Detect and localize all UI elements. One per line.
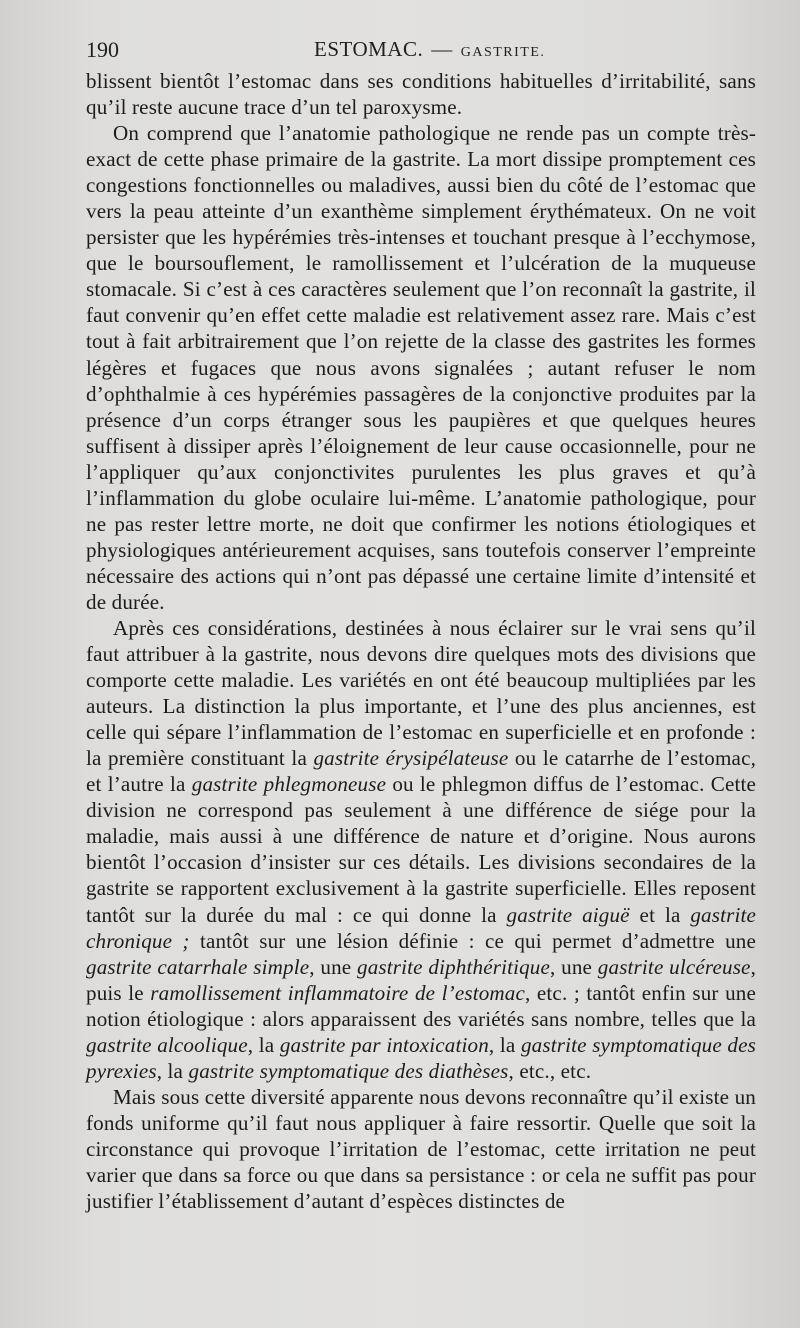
text-run: et la: [629, 902, 691, 927]
text-run: , la: [488, 1032, 521, 1057]
italic-term: gastrite ulcéreuse: [597, 954, 751, 979]
paragraph: [86, 1084, 756, 1214]
text-run: ou le phlegmon diffus de l’estomac. Cette division ne correspond pas seulement à une différence de siége pour la maladie, mais aussi à une différence de nature et d’origine. Nous aurons bientôt l’occasion d’insister sur ces détails. Les divisions secondaires de la gastrite se rapportent exclusivement à la gastrite superficielle. Elles reposent tantôt sur la durée du mal : ce qui donne la: [86, 772, 756, 927]
text-run: On comprend que l’anatomie pathologique ne rende pas un compte très-exact de cette phase primaire de la gastrite. La mort dissipe promptement ces congestions fonctionnelles ou maladives, aussi bien du côté de l’estomac que vers la peau atteinte d’un exanthème simplement érythémateux. On ne voit persister que les hypérémies très-intenses et touchant presque à l’ecchymose, que le boursouflement, le ramollissement et l’ulcération de la muqueuse stomacale. Si c’est à ces caractères seulement que l’on reconnaît la gastrite, il faut convenir qu’en effet cette maladie est relativement assez rare. Mais c’est tout à fait arbitrairement que l’on rejette de la classe des gastrites les formes légères et fugaces que nous avons signalées ; autant refuser le nom d’ophthalmie à ces hypérémies passagères de la conjonctive produites par la présence d’un corps étranger sous les paupières et que quelques heures suffisent à dissiper après l’éloignement de leur cause occasionnelle, pour ne l’appliquer qu’aux conjonctivites purulentes les plus graves et qu’à l’inflammation du globe oculaire lui-même. L’anatomie pathologique, pour ne pas rester lettre morte, ne doit que confirmer les notions étiologiques et physiologiques antérieurement acquises, sans toutefois conserver l’empreinte nécessaire des actions qui n’ont pas dépassé une certaine limite d’intensité et de durée.: [86, 121, 756, 614]
italic-term: gastrite aiguë: [506, 902, 630, 927]
text-run: ou le catarrhe de l’estomac, et l’autre la: [86, 746, 757, 797]
italic-term: gastrite symptomatique des pyrexies: [86, 1032, 756, 1083]
paragraph: [86, 120, 756, 615]
text-run: , la: [247, 1032, 280, 1057]
text-run: , puis le: [86, 954, 756, 1005]
text-run: , la: [156, 1058, 189, 1083]
text-run: Mais sous cette diversité apparente nous devons reconnaître qu’il existe un fonds uniforme qu’il faut nous appliquer à faire ressortir. Quelle que soit la circonstance qui provoque l’irritation de l’estomac, cette irritation ne peut varier que dans sa force ou que dans sa persistance : or cela ne suffit pas pour justifier l’établissement d’autant d’espèces distinctes de: [86, 1084, 756, 1214]
body-text: [86, 68, 756, 1214]
text-run: , une: [550, 954, 598, 979]
page-number: 190: [86, 37, 119, 62]
paragraph: [86, 68, 756, 120]
italic-term: gastrite symptomatique des diathèses: [188, 1058, 509, 1083]
italic-term: gastrite érysipélateuse: [313, 746, 509, 771]
italic-term: ramollissement inflammatoire de l’estomac: [150, 980, 525, 1005]
italic-term: gastrite alcoolique: [86, 1032, 248, 1057]
italic-term: gastrite diphthéritique: [357, 954, 551, 979]
text-run: Après ces considérations, destinées à nous éclairer sur le vrai sens qu’il faut attribuer à la gastrite, nous devons dire quelques mots des divisions que comporte cette maladie. Les variétés en ont été beaucoup multipliées par les auteurs. La distinction la plus importante, et l’une des plus anciennes, est celle qui sépare l’inflammation de l’estomac en superficielle et en profonde : la première constituant la: [86, 615, 756, 771]
chapter-title: ESTOMAC.: [314, 37, 424, 61]
text-run: , etc. ; tantôt enfin sur une notion étiologique : alors apparaissent des variétés sans nombre, telles que la: [86, 980, 756, 1031]
text-run: , une: [309, 954, 358, 979]
italic-term: gastrite phlegmoneuse: [191, 772, 387, 797]
italic-term: gastrite par intoxication: [279, 1032, 489, 1057]
text-run: tantôt sur une lésion définie : ce qui permet d’admettre une: [189, 928, 756, 953]
text-run: , etc., etc.: [508, 1058, 592, 1083]
running-title: [314, 37, 545, 62]
italic-term: gastrite catarrhale simple: [86, 954, 310, 979]
italic-term: gastrite chronique ;: [86, 902, 756, 953]
title-separator: —: [431, 37, 453, 61]
paragraph: [86, 615, 756, 1084]
page-header: [86, 37, 756, 67]
section-subtitle: GASTRITE.: [460, 45, 546, 60]
text-run: blissent bientôt l’estomac dans ses conditions habituelles d’irritabilité, sans qu’il reste aucune trace d’un tel paroxysme.: [86, 69, 756, 120]
